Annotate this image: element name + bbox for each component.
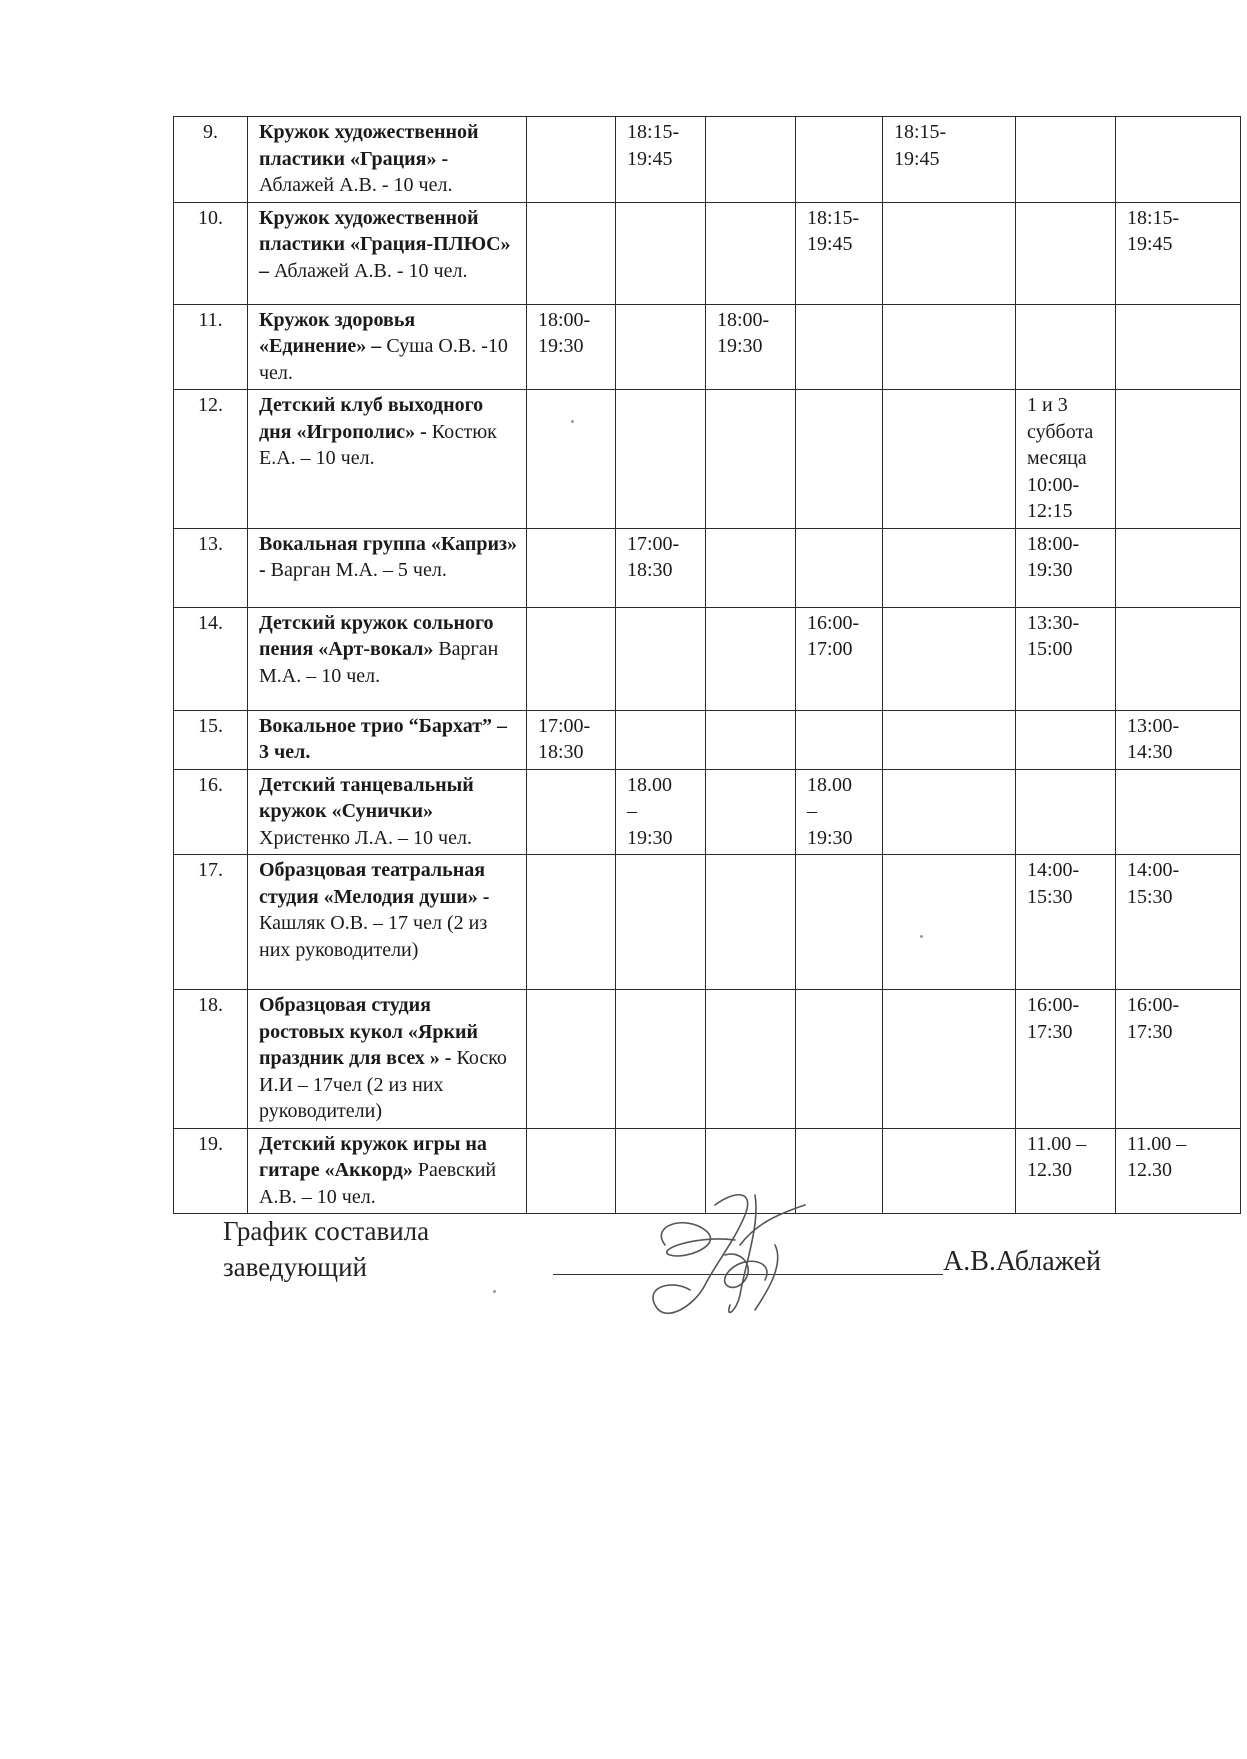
time-cell: 11.00 – 12.30	[1016, 1128, 1116, 1214]
time-cell: 14:00- 15:30	[1016, 855, 1116, 990]
time-cell	[796, 528, 883, 607]
time-cell	[616, 855, 706, 990]
time-cell	[796, 390, 883, 529]
time-cell	[706, 202, 796, 304]
time-cell: 18:15- 19:45	[883, 117, 1016, 203]
club-title: Образцовая театральная студия «Мелодия души» -	[259, 859, 490, 908]
time-cell: 18.00 – 19:30	[796, 769, 883, 855]
club-title: Детский клуб выходного дня «Игрополис» -	[259, 394, 484, 443]
time-cell	[527, 855, 616, 990]
club-title: Образцовая студия ростовых кукол «Яркий праздник для всех » -	[259, 994, 479, 1069]
time-cell	[1016, 710, 1116, 769]
club-title: Кружок здоровья «Единение» –	[259, 308, 416, 357]
time-cell: 18:15- 19:45	[616, 117, 706, 203]
time-cell	[706, 710, 796, 769]
handwritten-signature	[645, 1185, 825, 1330]
time-cell	[1116, 607, 1241, 710]
row-number: 15.	[174, 710, 248, 769]
scan-speck	[920, 935, 923, 938]
time-cell	[1116, 390, 1241, 529]
time-cell	[616, 607, 706, 710]
table-row	[174, 769, 1241, 855]
club-leader: Кашляк О.В. – 17 чел (2 из них руководители)	[259, 912, 488, 961]
signer-name: А.В.Аблажей	[943, 1246, 1102, 1277]
table-row	[174, 117, 1241, 203]
club-name-cell	[248, 117, 527, 203]
time-cell: 18:15- 19:45	[796, 202, 883, 304]
time-cell	[706, 607, 796, 710]
time-cell	[883, 390, 1016, 529]
time-cell: 13:00- 14:30	[1116, 710, 1241, 769]
time-cell: 16:00- 17:00	[796, 607, 883, 710]
time-cell	[796, 990, 883, 1129]
time-cell	[883, 1128, 1016, 1214]
time-cell	[1016, 769, 1116, 855]
club-name-cell	[248, 528, 527, 607]
club-title: Кружок художественной пластики «Грация-ПЛЮС» –	[259, 206, 511, 282]
time-cell	[527, 607, 616, 710]
time-cell	[883, 202, 1016, 304]
time-cell	[616, 990, 706, 1129]
club-name-cell	[248, 390, 527, 529]
row-number: 19.	[174, 1128, 248, 1214]
club-leader: Костюк Е.А. – 10 чел.	[259, 420, 497, 469]
club-name-cell	[248, 1128, 527, 1214]
footer-compiled-by: График составила	[223, 1216, 430, 1246]
time-cell	[883, 855, 1016, 990]
row-number: 13.	[174, 528, 248, 607]
time-cell	[1016, 117, 1116, 203]
time-cell	[883, 769, 1016, 855]
schedule-rows	[174, 117, 1241, 1214]
club-title: Детский кружок сольного пения «Арт-вокал»	[259, 611, 494, 660]
time-cell: 17:00- 18:30	[527, 710, 616, 769]
time-cell	[796, 304, 883, 390]
time-cell	[706, 855, 796, 990]
time-cell	[1116, 528, 1241, 607]
time-cell	[706, 117, 796, 203]
time-cell	[796, 710, 883, 769]
time-cell: 17:00- 18:30	[616, 528, 706, 607]
time-cell	[527, 1128, 616, 1214]
club-leader: Варган М.А. – 5 чел.	[270, 559, 447, 581]
table-row	[174, 304, 1241, 390]
table-row	[174, 607, 1241, 710]
club-name-cell	[248, 304, 527, 390]
time-cell	[616, 202, 706, 304]
time-cell	[883, 710, 1016, 769]
time-cell: 18:00- 19:30	[527, 304, 616, 390]
time-cell	[527, 202, 616, 304]
time-cell: 18:15- 19:45	[1116, 202, 1241, 304]
time-cell: 14:00- 15:30	[1116, 855, 1241, 990]
time-cell	[796, 855, 883, 990]
club-name-cell	[248, 607, 527, 710]
footer-position: заведующий	[223, 1252, 367, 1282]
club-name-cell	[248, 710, 527, 769]
club-name-cell	[248, 769, 527, 855]
time-cell	[883, 607, 1016, 710]
footer-caption	[223, 1213, 429, 1285]
club-title: Детский танцевальный кружок «Сунички»	[259, 773, 474, 822]
club-name-cell	[248, 990, 527, 1129]
club-title: Вокальная группа «Каприз» -	[259, 532, 518, 581]
row-number: 10.	[174, 202, 248, 304]
table-row	[174, 990, 1241, 1129]
row-number: 9.	[174, 117, 248, 203]
time-cell	[527, 769, 616, 855]
time-cell	[796, 117, 883, 203]
table-row	[174, 390, 1241, 529]
time-cell	[1016, 202, 1116, 304]
time-cell	[1116, 304, 1241, 390]
row-number: 17.	[174, 855, 248, 990]
time-cell: 18.00 – 19:30	[616, 769, 706, 855]
time-cell	[527, 390, 616, 529]
club-leader: Суша О.В. -10 чел.	[259, 335, 508, 384]
scan-speck	[493, 1290, 496, 1293]
table-row	[174, 855, 1241, 990]
club-leader: Аблажей А.В. - 10 чел.	[274, 259, 468, 282]
time-cell: 16:00- 17:30	[1116, 990, 1241, 1129]
row-number: 14.	[174, 607, 248, 710]
time-cell	[1016, 304, 1116, 390]
time-cell	[616, 304, 706, 390]
time-cell	[706, 528, 796, 607]
time-cell	[883, 990, 1016, 1129]
time-cell	[616, 710, 706, 769]
time-cell	[1116, 117, 1241, 203]
time-cell	[883, 528, 1016, 607]
time-cell	[883, 304, 1016, 390]
time-cell: 18:00- 19:30	[1016, 528, 1116, 607]
time-cell	[706, 990, 796, 1129]
scan-speck	[571, 420, 574, 423]
club-leader: Коско И.И – 17чел (2 из них руководители)	[259, 1047, 507, 1122]
club-title: Детский кружок игры на гитаре «Аккорд»	[259, 1132, 487, 1181]
row-number: 12.	[174, 390, 248, 529]
row-number: 18.	[174, 990, 248, 1129]
club-name-cell	[248, 855, 527, 990]
time-cell: 13:30- 15:00	[1016, 607, 1116, 710]
time-cell	[616, 390, 706, 529]
table-row	[174, 710, 1241, 769]
time-cell: 16:00- 17:30	[1016, 990, 1116, 1129]
club-leader: Христенко Л.А. – 10 чел.	[259, 826, 472, 849]
club-name-cell	[248, 202, 527, 304]
time-cell	[527, 117, 616, 203]
club-title: Кружок художественной пластики «Грация» -	[259, 121, 479, 170]
row-number: 16.	[174, 769, 248, 855]
schedule-table	[173, 116, 1241, 1214]
table-row	[174, 202, 1241, 304]
time-cell	[527, 990, 616, 1129]
club-title: Вокальное трио “Бархат” – 3 чел.	[259, 714, 508, 763]
time-cell	[1116, 769, 1241, 855]
time-cell: 18:00- 19:30	[706, 304, 796, 390]
club-leader: Раевский А.В. – 10 чел.	[259, 1159, 497, 1208]
table-row	[174, 528, 1241, 607]
time-cell: 1 и 3 суббота месяца 10:00- 12:15	[1016, 390, 1116, 529]
time-cell	[706, 390, 796, 529]
time-cell	[706, 769, 796, 855]
row-number: 11.	[174, 304, 248, 390]
club-leader: Аблажей А.В. - 10 чел.	[259, 174, 453, 196]
time-cell	[527, 528, 616, 607]
club-leader: Варган М.А. – 10 чел.	[259, 638, 499, 687]
time-cell: 11.00 – 12.30	[1116, 1128, 1241, 1214]
